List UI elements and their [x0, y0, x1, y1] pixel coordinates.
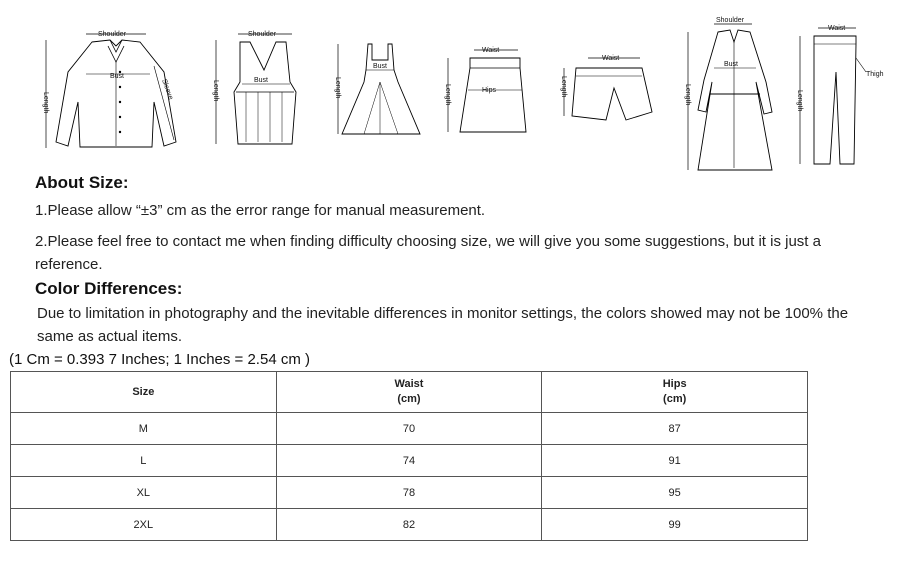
waist-label: Waist [602, 55, 620, 62]
length-label: Length [796, 90, 803, 112]
measurement-illustrations [0, 12, 917, 177]
skirt-diagram [440, 12, 540, 162]
size-cell: XL [11, 477, 277, 509]
table-row [11, 477, 808, 509]
waist-cell: 74 [276, 445, 542, 477]
length-label: Length [444, 84, 451, 106]
shoulder-label: Shoulder [716, 17, 745, 24]
bust-label: Bust [110, 73, 125, 80]
table-row [11, 509, 808, 541]
hips-column-header: Hips (cm) [542, 372, 808, 413]
size-cell: L [11, 445, 277, 477]
table-header-row [11, 372, 808, 413]
shoulder-label: Shoulder [248, 31, 277, 38]
hips-label: Hips [482, 87, 497, 94]
tank-top-diagram [206, 12, 306, 162]
size-cell: M [11, 413, 277, 445]
table-row [11, 445, 808, 477]
shoulder-label: Shoulder [98, 31, 127, 38]
bust-label: Bust [373, 63, 388, 70]
length-label: Length [212, 80, 219, 102]
hips-cell: 99 [542, 509, 808, 541]
size-cell: 2XL [11, 509, 277, 541]
waist-cell: 78 [276, 477, 542, 509]
hips-cell: 87 [542, 413, 808, 445]
waist-label: Waist [828, 25, 846, 32]
coat-diagram [680, 12, 780, 177]
length-label: Length [334, 77, 341, 99]
about-size-item-2: 2.Please feel free to contact me when finding difficulty choosing size, we will give you some suggestions, but it is just a reference. [35, 233, 821, 273]
color-differences-heading: Color Differences: [35, 279, 183, 298]
waist-cell: 82 [276, 509, 542, 541]
hips-cell: 91 [542, 445, 808, 477]
about-size-item-1: 1.Please allow “±3” cm as the error range for manual measurement. [35, 202, 486, 219]
shorts-diagram [556, 12, 666, 162]
length-label: Length [560, 76, 567, 98]
table-row [11, 413, 808, 445]
about-size-heading: About Size: [35, 173, 129, 192]
waist-label: Waist [482, 47, 500, 54]
size-column-header: Size [11, 372, 277, 413]
bust-label: Bust [254, 77, 269, 84]
waist-cell: 70 [276, 413, 542, 445]
length-label: Length [684, 84, 691, 106]
bust-label: Bust [724, 61, 739, 68]
dress-diagram [328, 12, 428, 162]
hips-cell: 95 [542, 477, 808, 509]
size-table [10, 371, 808, 541]
thigh-label: Thigh [866, 71, 884, 78]
unit-conversion-note: (1 Cm = 0.393 7 Inches; 1 Inches = 2.54 cm ) [9, 351, 310, 368]
waist-column-header: Waist (cm) [276, 372, 542, 413]
color-differences-text: Due to limitation in photography and the inevitable differences in monitor settings, the colors showed may not be 100% the same as actual items. [37, 305, 849, 345]
pants-diagram [792, 12, 902, 177]
length-label: Length [42, 92, 49, 114]
sleeve-label: Sleeve [160, 78, 175, 101]
shirt-diagram [36, 12, 176, 162]
